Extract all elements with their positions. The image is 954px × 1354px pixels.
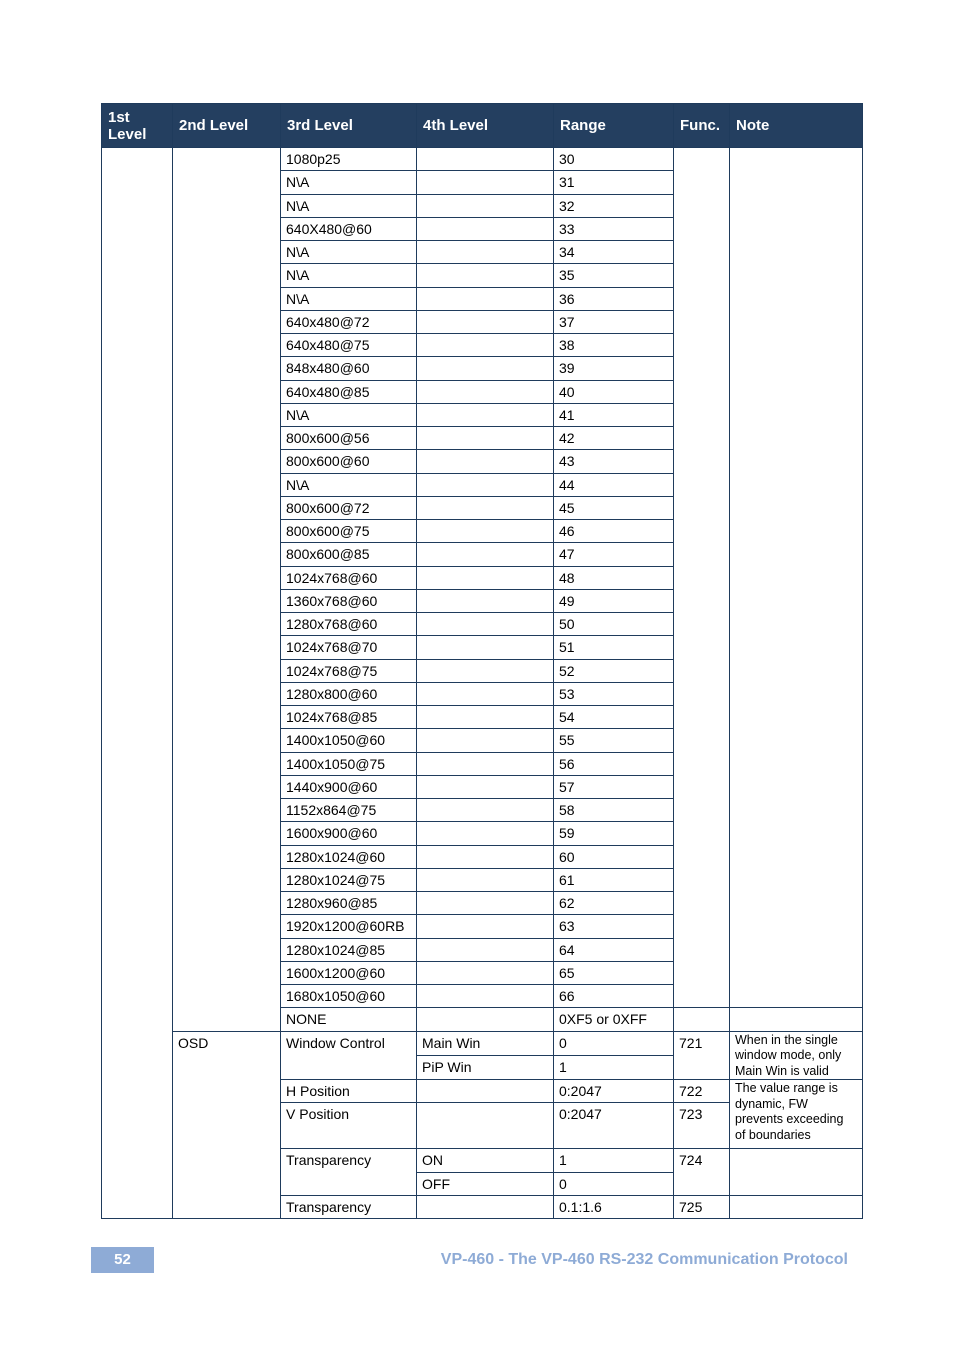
resolution-4th-level <box>417 496 554 519</box>
main-win-range: 0 <box>554 1031 674 1055</box>
resolution-4th-level <box>417 194 554 217</box>
resolution-name: 1152x864@75 <box>281 799 417 822</box>
resolution-4th-level <box>417 566 554 589</box>
resolution-name: 1400x1050@60 <box>281 729 417 752</box>
transparency-off-range: 0 <box>554 1172 674 1195</box>
page-number: 52 <box>91 1247 154 1273</box>
resolution-name: N\A <box>281 403 417 426</box>
table-row <box>102 148 863 171</box>
resolution-range: 41 <box>554 403 674 426</box>
resolution-4th-level <box>417 822 554 845</box>
resolution-name: 800x600@75 <box>281 520 417 543</box>
position-note: The value range is dynamic, FW prevents exceeding of boundaries <box>730 1080 863 1149</box>
resolution-4th-level <box>417 357 554 380</box>
resolution-range: 45 <box>554 496 674 519</box>
resolution-range: 51 <box>554 636 674 659</box>
resolution-name: 1280x768@60 <box>281 613 417 636</box>
resolution-4th-level <box>417 403 554 426</box>
resolution-4th-level <box>417 706 554 729</box>
resolution-name: 640x480@72 <box>281 310 417 333</box>
resolution-name: 1600x1200@60 <box>281 961 417 984</box>
resolution-name: 640x480@75 <box>281 334 417 357</box>
resolution-name: 1024x768@85 <box>281 706 417 729</box>
resolution-4th-level <box>417 520 554 543</box>
resolution-name: NONE <box>281 1008 417 1031</box>
resolution-4th-level <box>417 915 554 938</box>
transparency-on-label: ON <box>417 1149 554 1172</box>
transparency-value-4th <box>417 1195 554 1218</box>
resolution-4th-level <box>417 171 554 194</box>
resolution-range: 0XF5 or 0XFF <box>554 1008 674 1031</box>
resolution-name: 800x600@60 <box>281 450 417 473</box>
first-level-cell <box>102 148 173 1219</box>
resolution-4th-level <box>417 729 554 752</box>
resolution-name: 1280x1024@75 <box>281 868 417 891</box>
header-note: Note <box>730 104 863 148</box>
pip-win-label: PiP Win <box>417 1055 554 1079</box>
resolution-range: 49 <box>554 589 674 612</box>
h-position-range: 0:2047 <box>554 1080 674 1103</box>
resolution-4th-level <box>417 961 554 984</box>
header-2nd-level: 2nd Level <box>173 104 281 148</box>
resolution-range: 64 <box>554 938 674 961</box>
resolution-4th-level <box>417 892 554 915</box>
resolution-name: N\A <box>281 241 417 264</box>
resolution-range: 58 <box>554 799 674 822</box>
none-note-cell <box>730 1008 863 1031</box>
header-func: Func. <box>674 104 730 148</box>
header-1st-level: 1st Level <box>102 104 173 148</box>
resolution-4th-level <box>417 659 554 682</box>
resolution-4th-level <box>417 287 554 310</box>
resolution-name: 1280x1024@60 <box>281 845 417 868</box>
resolution-range: 36 <box>554 287 674 310</box>
resolution-name: 1600x900@60 <box>281 822 417 845</box>
resolution-name: 1400x1050@75 <box>281 752 417 775</box>
resolution-4th-level <box>417 845 554 868</box>
header-range: Range <box>554 104 674 148</box>
resolution-name: N\A <box>281 194 417 217</box>
window-control-func: 721 <box>674 1031 730 1080</box>
transparency-toggle-note <box>730 1149 863 1196</box>
window-control-note: When in the single window mode, only Main Win is valid <box>730 1031 863 1080</box>
resolution-name: 1680x1050@60 <box>281 985 417 1008</box>
resolution-range: 47 <box>554 543 674 566</box>
resolution-name: 800x600@85 <box>281 543 417 566</box>
resolution-4th-level <box>417 148 554 171</box>
transparency-value-range: 0.1:1.6 <box>554 1195 674 1218</box>
header-4th-level: 4th Level <box>417 104 554 148</box>
resolution-4th-level <box>417 868 554 891</box>
resolution-4th-level <box>417 985 554 1008</box>
resolution-name: N\A <box>281 264 417 287</box>
resolution-range: 34 <box>554 241 674 264</box>
resolution-name: 1440x900@60 <box>281 775 417 798</box>
resolution-name: 1280x1024@85 <box>281 938 417 961</box>
resolution-4th-level <box>417 775 554 798</box>
resolution-name: 1920x1200@60RB <box>281 915 417 938</box>
resolution-range: 44 <box>554 473 674 496</box>
transparency-value-label: Transparency <box>281 1195 417 1218</box>
resolution-name: 1280x960@85 <box>281 892 417 915</box>
resolution-range: 40 <box>554 380 674 403</box>
resolution-range: 65 <box>554 961 674 984</box>
main-win-label: Main Win <box>417 1031 554 1055</box>
resolution-4th-level <box>417 682 554 705</box>
header-row <box>102 104 863 148</box>
resolution-name: 1024x768@70 <box>281 636 417 659</box>
resolution-4th-level <box>417 636 554 659</box>
resolution-range: 30 <box>554 148 674 171</box>
resolution-range: 66 <box>554 985 674 1008</box>
v-position-func: 723 <box>674 1103 730 1149</box>
resolution-4th-level <box>417 938 554 961</box>
resolution-name: N\A <box>281 287 417 310</box>
v-position-range: 0:2047 <box>554 1103 674 1149</box>
header-3rd-level: 3rd Level <box>281 104 417 148</box>
transparency-value-note <box>730 1195 863 1218</box>
transparency-toggle-label: Transparency <box>281 1149 417 1196</box>
resolution-range: 52 <box>554 659 674 682</box>
resolution-4th-level <box>417 1008 554 1031</box>
transparency-on-range: 1 <box>554 1149 674 1172</box>
resolution-range: 53 <box>554 682 674 705</box>
resolution-name: 1024x768@60 <box>281 566 417 589</box>
h-position-label: H Position <box>281 1080 417 1103</box>
resolution-name: N\A <box>281 171 417 194</box>
footer-title: VP-460 - The VP-460 RS-232 Communication Protocol <box>440 1251 848 1268</box>
h-position-4th <box>417 1080 554 1103</box>
resolution-4th-level <box>417 473 554 496</box>
resolution-note-cell <box>730 148 863 1008</box>
resolution-range: 57 <box>554 775 674 798</box>
pip-win-range: 1 <box>554 1055 674 1079</box>
resolution-4th-level <box>417 217 554 240</box>
transparency-toggle-func: 724 <box>674 1149 730 1196</box>
transparency-off-label: OFF <box>417 1172 554 1195</box>
resolution-range: 59 <box>554 822 674 845</box>
resolution-func-cell <box>674 148 730 1008</box>
resolution-range: 46 <box>554 520 674 543</box>
resolution-range: 50 <box>554 613 674 636</box>
resolution-name: 640X480@60 <box>281 217 417 240</box>
v-position-4th <box>417 1103 554 1149</box>
resolution-4th-level <box>417 613 554 636</box>
second-level-cell <box>173 148 281 1032</box>
resolution-range: 31 <box>554 171 674 194</box>
resolution-range: 61 <box>554 868 674 891</box>
resolution-name: 800x600@56 <box>281 427 417 450</box>
resolution-4th-level <box>417 380 554 403</box>
resolution-4th-level <box>417 589 554 612</box>
resolution-4th-level <box>417 799 554 822</box>
transparency-value-func: 725 <box>674 1195 730 1218</box>
h-position-func: 722 <box>674 1080 730 1103</box>
resolution-range: 63 <box>554 915 674 938</box>
resolution-4th-level <box>417 752 554 775</box>
resolution-name: N\A <box>281 473 417 496</box>
table-row <box>102 1031 863 1055</box>
resolution-range: 38 <box>554 334 674 357</box>
resolution-range: 33 <box>554 217 674 240</box>
resolution-4th-level <box>417 241 554 264</box>
resolution-range: 62 <box>554 892 674 915</box>
resolution-name: 640x480@85 <box>281 380 417 403</box>
resolution-range: 48 <box>554 566 674 589</box>
resolution-4th-level <box>417 264 554 287</box>
resolution-range: 35 <box>554 264 674 287</box>
resolution-4th-level <box>417 334 554 357</box>
protocol-table <box>101 103 863 1219</box>
resolution-name: 800x600@72 <box>281 496 417 519</box>
resolution-range: 55 <box>554 729 674 752</box>
resolution-4th-level <box>417 543 554 566</box>
resolution-range: 37 <box>554 310 674 333</box>
resolution-4th-level <box>417 450 554 473</box>
resolution-name: 1280x800@60 <box>281 682 417 705</box>
osd-label: OSD <box>173 1031 281 1219</box>
v-position-label: V Position <box>281 1103 417 1149</box>
resolution-name: 1024x768@75 <box>281 659 417 682</box>
resolution-name: 1080p25 <box>281 148 417 171</box>
resolution-range: 39 <box>554 357 674 380</box>
resolution-name: 1360x768@60 <box>281 589 417 612</box>
none-func-cell <box>674 1008 730 1031</box>
resolution-range: 42 <box>554 427 674 450</box>
resolution-name: 848x480@60 <box>281 357 417 380</box>
resolution-4th-level <box>417 427 554 450</box>
resolution-range: 43 <box>554 450 674 473</box>
resolution-range: 32 <box>554 194 674 217</box>
window-control-label: Window Control <box>281 1031 417 1080</box>
resolution-4th-level <box>417 310 554 333</box>
resolution-range: 60 <box>554 845 674 868</box>
resolution-range: 56 <box>554 752 674 775</box>
resolution-range: 54 <box>554 706 674 729</box>
